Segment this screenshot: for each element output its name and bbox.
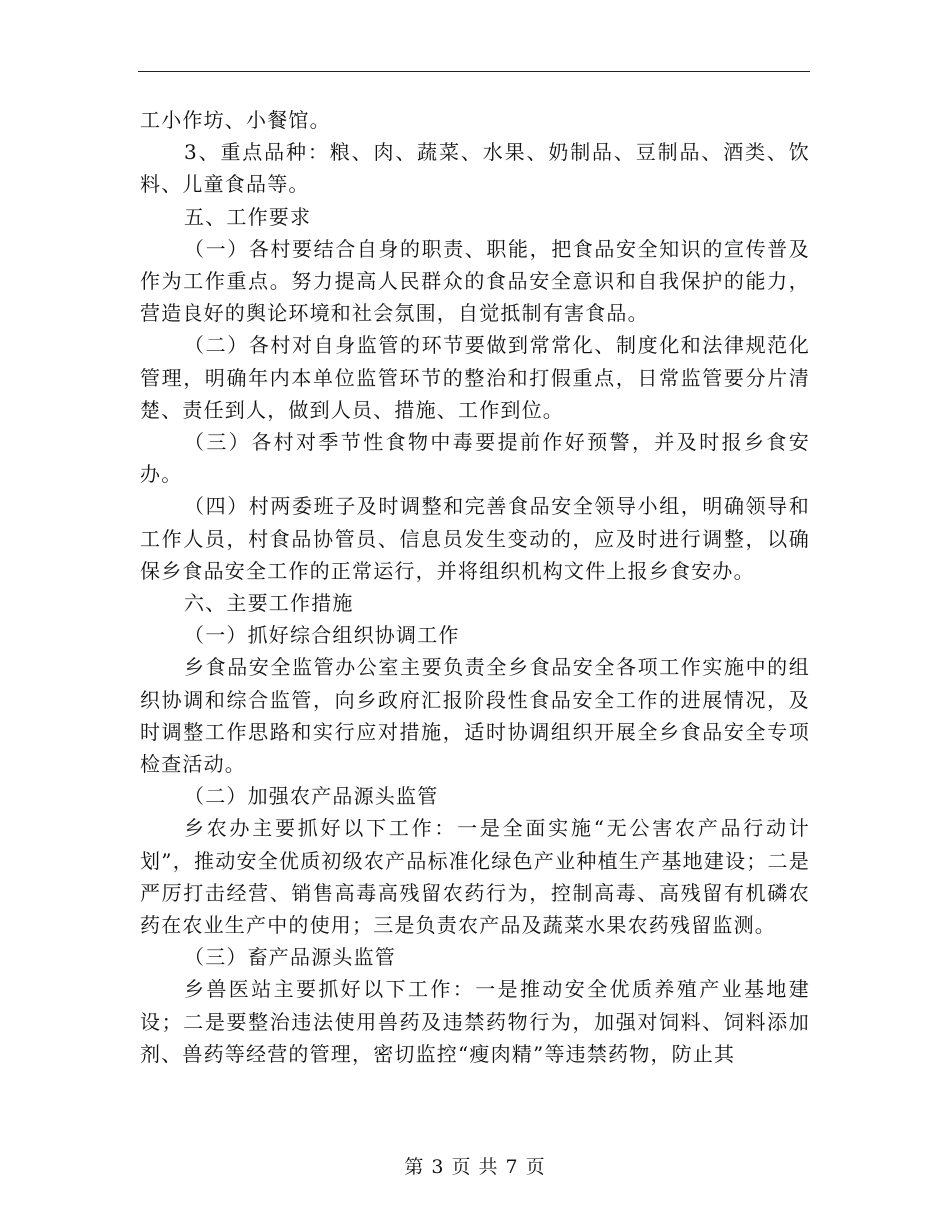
- subsection-heading: （三）畜产品源头监管: [184, 945, 396, 970]
- document-body: [140, 104, 810, 1070]
- paragraph: 3、重点品种：粮、肉、蔬菜、水果、奶制品、豆制品、酒类、饮料、儿童食品等。: [140, 140, 810, 197]
- page-number: 第 3 页 共 7 页: [404, 1156, 546, 1178]
- section-heading: 五、工作要求: [184, 204, 312, 229]
- header-rule: [138, 71, 810, 72]
- paragraph: （三）各村对季节性食物中毒要提前作好预警，并及时报乡食安办。: [140, 430, 810, 487]
- section-heading: 六、主要工作措施: [184, 591, 354, 616]
- paragraph: （一）各村要结合自身的职责、职能，把食品安全知识的宣传普及作为工作重点。努力提高人民群众的食品安全意识和自我保护的能力，营造良好的舆论环境和社会氛围，自觉抵制有害食品。: [140, 236, 810, 326]
- paragraph: 工小作坊、小餐馆。: [140, 108, 331, 132]
- paragraph: 乡兽医站主要抓好以下工作：一是推动安全优质养殖产业基地建设；二是要整治违法使用兽药及违禁药物行为，加强对饲料、饲料添加剂、兽药等经营的管理，密切监控“瘦肉精”等违禁药物，防止其: [140, 977, 810, 1066]
- paragraph: （四）村两委班子及时调整和完善食品安全领导小组，明确领导和工作人员，村食品协管员、信息员发生变动的，应及时进行调整，以确保乡食品安全工作的正常运行，并将组织机构文件上报乡食安办。: [140, 494, 810, 583]
- subsection-heading: （一）抓好综合组织协调工作: [184, 623, 460, 648]
- paragraph: 乡食品安全监管办公室主要负责全乡食品安全各项工作实施中的组织协调和综合监管，向乡政府汇报阶段性食品安全工作的进展情况，及时调整工作思路和实行应对措施，适时协调组织开展全乡食品安全专项检查活动。: [140, 655, 810, 777]
- paragraph: 乡农办主要抓好以下工作：一是全面实施“无公害农产品行动计划”，推动安全优质初级农产品标准化绿色产业种植生产基地建设；二是严厉打击经营、销售高毒高残留农药行为，控制高毒、高残留有机磷农药在农业生产中的使用；三是负责农产品及蔬菜水果农药残留监测。: [140, 816, 810, 938]
- paragraph: （二）各村对自身监管的环节要做到常常化、制度化和法律规范化管理，明确年内本单位监管环节的整治和打假重点，日常监管要分片清楚、责任到人，做到人员、措施、工作到位。: [140, 333, 810, 422]
- subsection-heading: （二）加强农产品源头监管: [184, 784, 439, 809]
